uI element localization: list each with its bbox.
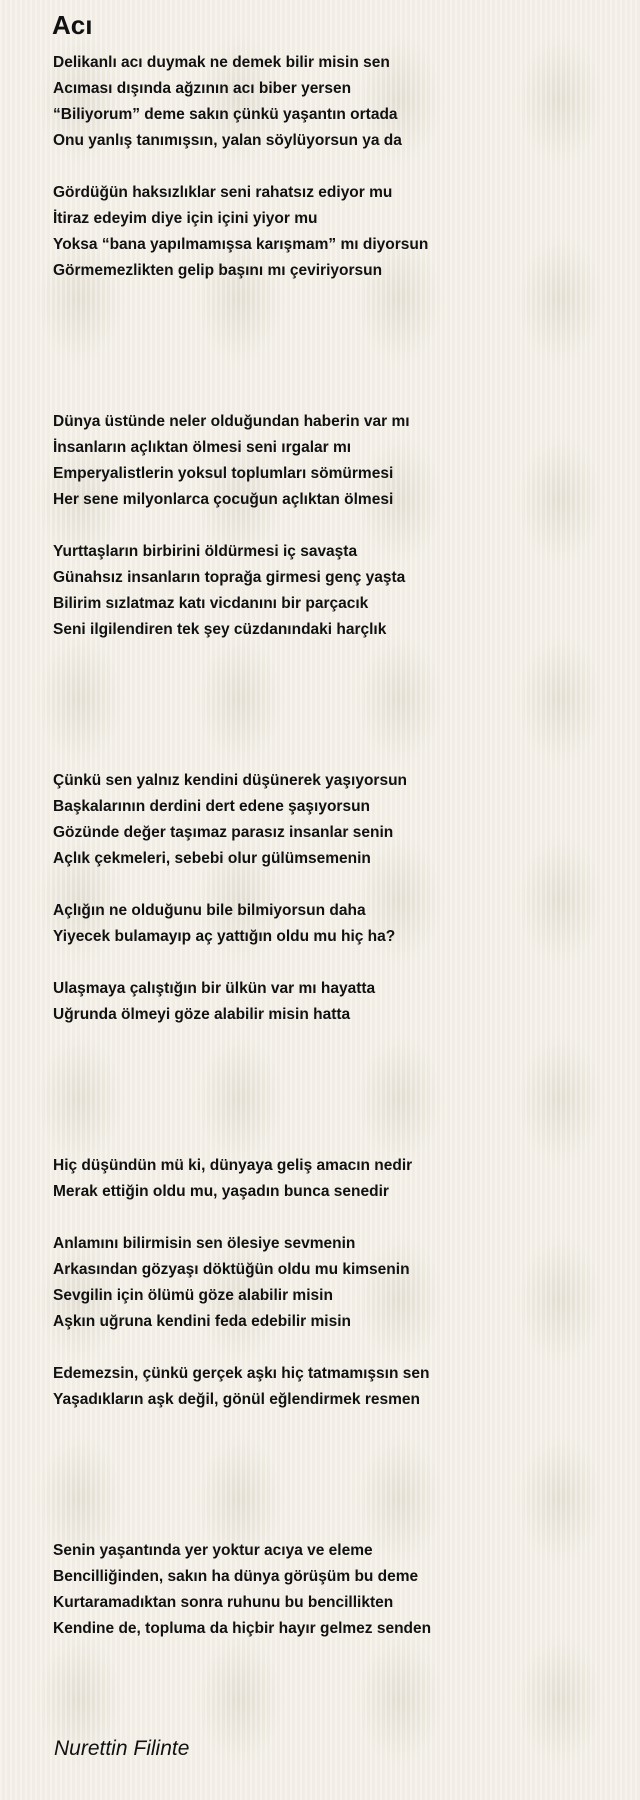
poem-title: Acı <box>52 10 93 40</box>
poem-line: Yiyecek bulamayıp aç yattığın oldu mu hiç ha? <box>53 928 396 945</box>
poem-line: Delikanlı acı duymak ne demek bilir misin sen <box>53 54 390 71</box>
poem-line: Kendine de, topluma da hiçbir hayır gelmez senden <box>53 1620 432 1637</box>
poem-line: Arkasından gözyaşı döktüğün oldu mu kimsenin <box>53 1261 410 1278</box>
stanza <box>53 898 431 950</box>
poem-line: İtiraz edeyim diye için içini yiyor mu <box>53 210 318 227</box>
poem-line: Acıması dışında ağzının acı biber yersen <box>53 80 352 97</box>
stanza <box>53 1361 431 1413</box>
poem-line: Gözünde değer taşımaz parasız insanlar senin <box>53 824 394 841</box>
poem-line: “Biliyorum” deme sakın çünkü yaşantın ortada <box>53 106 398 123</box>
poem-line: Çünkü sen yalnız kendini düşünerek yaşıyorsun <box>53 772 408 789</box>
poem-line: Gördüğün haksızlıklar seni rahatsız ediyor mu <box>53 184 393 201</box>
poem-line: Günahsız insanların toprağa girmesi genç yaşta <box>53 569 406 586</box>
stanza <box>53 539 431 643</box>
poem-line: Bilirim sızlatmaz katı vicdanını bir parçacık <box>53 595 369 612</box>
stanza <box>53 1538 431 1642</box>
poem-body <box>53 50 431 1642</box>
stanza <box>53 180 431 284</box>
poem-line: Aşkın uğruna kendini feda edebilir misin <box>53 1313 352 1330</box>
stanza <box>53 50 431 154</box>
poem-line: Yurttaşların birbirini öldürmesi iç savaşta <box>53 543 358 560</box>
poem-line: Onu yanlış tanımışsın, yalan söylüyorsun ya da <box>53 132 402 149</box>
poem-line: İnsanların açlıktan ölmesi seni ırgalar mı <box>53 439 352 456</box>
stanza <box>53 409 431 513</box>
poem-line: Edemezsin, çünkü gerçek aşkı hiç tatmamışsın sen <box>53 1365 430 1382</box>
poem-line: Ulaşmaya çalıştığın bir ülkün var mı hayatta <box>53 980 376 997</box>
poem-line: Dünya üstünde neler olduğundan haberin var mı <box>53 413 410 430</box>
poem-line: Uğrunda ölmeyi göze alabilir misin hatta <box>53 1006 351 1023</box>
stanza <box>53 768 431 872</box>
poem-line: Bencilliğinden, sakın ha dünya görüşüm bu deme <box>53 1568 419 1585</box>
poem-line: Açlık çekmeleri, sebebi olur gülümsemenin <box>53 850 371 867</box>
poem-line: Açlığın ne olduğunu bile bilmiyorsun daha <box>53 902 366 919</box>
poem-line: Anlamını bilirmisin sen ölesiye sevmenin <box>53 1235 356 1252</box>
poem-line: Hiç düşündün mü ki, dünyaya geliş amacın nedir <box>53 1157 413 1174</box>
poem-line: Yoksa “bana yapılmamışsa karışmam” mı diyorsun <box>53 236 429 253</box>
stanza <box>53 1153 431 1205</box>
poem-line: Merak ettiğin oldu mu, yaşadın bunca senedir <box>53 1183 389 1200</box>
poem-line: Yaşadıkların aşk değil, gönül eğlendirmek resmen <box>53 1391 420 1408</box>
poem-line: Senin yaşantında yer yoktur acıya ve eleme <box>53 1542 373 1559</box>
poem-line: Sevgilin için ölümü göze alabilir misin <box>53 1287 333 1304</box>
poem-line: Emperyalistlerin yoksul toplumları sömürmesi <box>53 465 394 482</box>
stanza <box>53 976 431 1028</box>
poem-line: Başkalarının derdini dert edene şaşıyorsun <box>53 798 371 815</box>
poem-line: Her sene milyonlarca çocuğun açlıktan ölmesi <box>53 491 394 508</box>
poem-author: Nurettin Filinte <box>54 1737 190 1760</box>
stanza <box>53 1231 431 1335</box>
poem-line: Seni ilgilendiren tek şey cüzdanındaki harçlık <box>53 621 387 638</box>
poem-line: Kurtaramadıktan sonra ruhunu bu bencillikten <box>53 1594 394 1611</box>
poem-line: Görmemezlikten gelip başını mı çeviriyorsun <box>53 262 383 279</box>
